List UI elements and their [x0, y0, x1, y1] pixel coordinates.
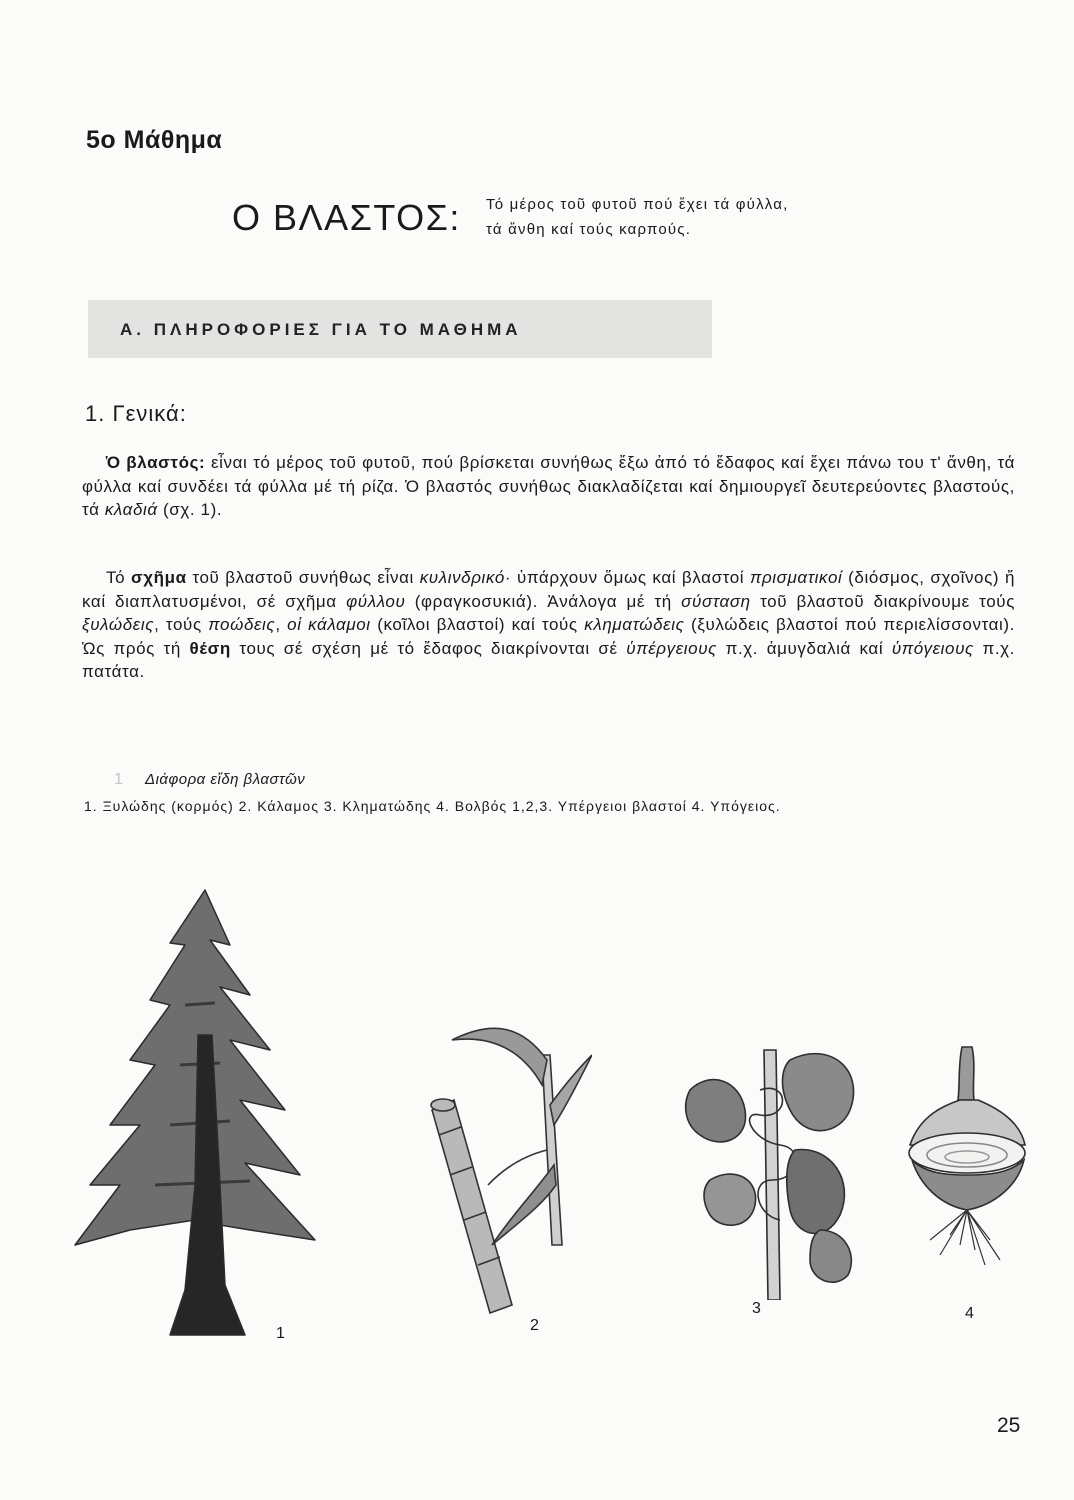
- p2-t4: (διόσμος, σχοῖνος) ἤ καί διαπλατυσμένοι, σέ σχῆμα: [82, 568, 1016, 611]
- subsection-heading: 1. Γενικά:: [85, 401, 187, 426]
- definition-line-1: Τό μέρος τοῦ φυτοῦ πού ἔχει τά φύλλα,: [486, 196, 789, 213]
- p1-text-1: εἶναι τό μέρος τοῦ φυτοῦ, πού βρίσκεται συνήθως ἔξω ἀπό τό ἔδαφος καί ἔχει πάνω του τ' ἄνθη, τά φύλλα καί συνδέει τά φύλλα μέ τή ρίζα. Ὁ βλαστός συνήθως διακλαδίζεται καί δημιουργεῖ δευτερεύοντες βλαστούς, τά: [82, 453, 1016, 519]
- term-composition: σύσταση: [681, 591, 751, 611]
- p2-t13: π.χ. πατάτα.: [82, 638, 1016, 681]
- climbing-plant-drawing: [680, 1030, 870, 1300]
- term-underground: ὑπόγειους: [891, 638, 974, 658]
- term-branches: κλαδιά: [104, 500, 158, 519]
- term-prismatic: πρισματικοί: [749, 568, 843, 587]
- p2-t9: (κοῖλοι βλαστοί) καί τούς: [370, 615, 585, 634]
- p2-t11: τους σέ σχέση μέ τό ἔδαφος διακρίνονται σέ: [230, 638, 627, 658]
- figure-label-4: 4: [965, 1305, 974, 1322]
- p2-t5: (φραγκοσυκιά). Ἀνάλογα μέ τή: [405, 591, 682, 611]
- p2-t8: ,: [275, 615, 288, 634]
- figure-number: 1: [114, 771, 123, 788]
- term-position: θέση: [189, 638, 231, 658]
- figure-caption-title: Διάφορα εἴδη βλαστῶν: [145, 771, 306, 788]
- lesson-label: 5ο Μάθημα: [86, 126, 223, 154]
- term-shape: σχῆμα: [130, 568, 187, 587]
- term-herbaceous: ποώδεις: [208, 615, 276, 634]
- p2-t1: Τό: [106, 568, 131, 587]
- term-woody: ξυλώδεις: [82, 615, 155, 634]
- title-definition: [486, 192, 906, 242]
- term-climbing: κληματώδεις: [584, 615, 685, 634]
- page-title: Ο ΒΛΑΣΤΟΣ:: [232, 197, 461, 238]
- figure-label-2: 2: [530, 1317, 539, 1334]
- bulb-drawing: [900, 1045, 1040, 1270]
- reed-drawing: [392, 1015, 592, 1325]
- p2-t2: τοῦ βλαστοῦ συνήθως εἶναι: [186, 568, 420, 587]
- term-aerial: ὑπέργειους: [626, 638, 718, 658]
- p2-t6: τοῦ βλαστοῦ διακρίνουμε τούς: [750, 591, 1015, 611]
- p2-t3: ὑπάρχουν ὅμως καί βλαστοί: [511, 568, 750, 587]
- term-leaf: φύλλου: [346, 591, 406, 611]
- figure-label-1: 1: [276, 1325, 285, 1342]
- term-reeds: οἱ κάλαμοι: [287, 615, 371, 634]
- p1-text-2: (σχ. 1).: [157, 500, 223, 519]
- page-number: 25: [997, 1414, 1021, 1437]
- section-title: Α. ΠΛΗΡΟΦΟΡΙΕΣ ΓΙΑ ΤΟ ΜΑΘΗΜΑ: [120, 320, 522, 339]
- p2-t10: (ξυλώδεις βλαστοί πού περιελίσσονται). Ὡς πρός τή: [82, 615, 1016, 658]
- term-cylindrical: κυλινδρικό·: [419, 568, 512, 587]
- p2-t12: π.χ. ἀμυγδαλιά καί: [717, 638, 892, 658]
- tree-drawing: [60, 885, 330, 1355]
- figure-caption-text: 1. Ξυλώδης (κορμός) 2. Κάλαμος 3. Κληματώδης 4. Βολβός 1,2,3. Υπέργειοι βλαστοί 4. Υπόγειος.: [84, 798, 781, 814]
- term-shoot: Ὁ βλαστός:: [106, 453, 206, 472]
- paragraph-shape: [82, 566, 1015, 684]
- figure-label-3: 3: [752, 1300, 761, 1317]
- definition-line-2: τά ἄνθη καί τούς καρπούς.: [486, 221, 692, 238]
- paragraph-general: [82, 451, 1015, 522]
- p2-t7: , τούς: [154, 615, 209, 634]
